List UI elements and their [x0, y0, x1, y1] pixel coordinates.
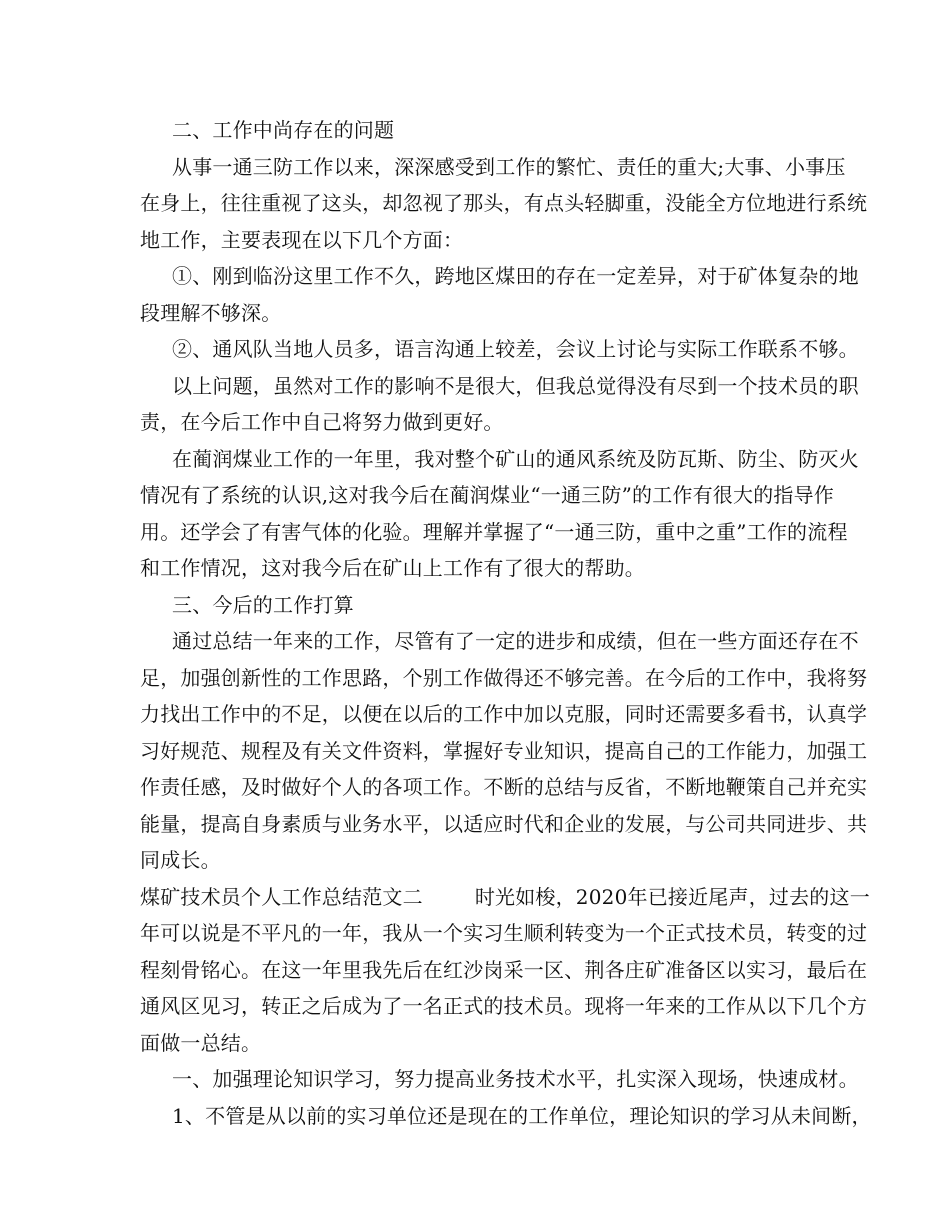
paragraph-line: 在身上，往往重视了这头，却忽视了那头，有点头轻脚重，没能全方位地进行系统: [140, 191, 868, 215]
paragraph-line: 作责任感，及时做好个人的各项工作。不断的总结与反省，不断地鞭策自己并充实: [140, 775, 868, 799]
paragraph-line: 和工作情况，这对我今后在矿山上工作有了很大的帮助。: [140, 556, 645, 580]
paragraph-line: 通过总结一年来的工作，尽管有了一定的进步和成绩，但在一些方面还存在不: [172, 629, 859, 653]
paragraph-line: 足，加强创新性的工作思路，个别工作做得还不够完善。在今后的工作中，我将努: [140, 665, 868, 690]
paragraph-line: 力找出工作中的不足，以便在以后的工作中加以克服，同时还需要多看书，认真学: [140, 702, 868, 726]
article-title: 煤矿技术员个人工作总结范文二: [140, 884, 423, 909]
paragraph-line: 以上问题，虽然对工作的影响不是很大，但我总觉得没有尽到一个技术员的职: [172, 373, 859, 398]
paragraph-line: 习好规范、规程及有关文件资料，掌握好专业知识，提高自己的工作能力，加强工: [140, 738, 868, 763]
list-item-line: ①、刚到临汾这里工作不久，跨地区煤田的存在一定差异，对于矿体复杂的地: [172, 264, 859, 288]
paragraph-line: 情况有了系统的认识,这对我今后在蔺润煤业“一通三防”的工作有很大的指导作: [140, 483, 835, 507]
section-heading-problems: 二、工作中尚存在的问题: [172, 118, 395, 142]
paragraph-line: 用。还学会了有害气体的化验。理解并掌握了“一通三防，重中之重”工作的流程: [140, 519, 848, 544]
list-item-line: 段理解不够深。: [140, 300, 282, 325]
paragraph-line: 从事一通三防工作以来，深深感受到工作的繁忙、责任的重大;大事、小事压: [172, 154, 846, 179]
list-item-line: ②、通风队当地人员多，语言沟通上较差，会议上讨论与实际工作联系不够。: [172, 337, 859, 361]
paragraph-line: 1、不管是从以前的实习单位还是现在的工作单位，理论知识的学习从未间断，: [172, 1103, 872, 1128]
paragraph-line: 在蔺润煤业工作的一年里，我对整个矿山的通风系统及防瓦斯、防尘、防灭火: [172, 446, 859, 471]
article-title-line: [140, 879, 870, 916]
section-heading-plans: 三、今后的工作打算: [172, 592, 354, 617]
paragraph-line: 通风区见习，转正之后成为了一名正式的技术员。现将一年来的工作从以下几个方: [140, 994, 868, 1018]
document-page: [140, 112, 872, 1134]
paragraph-line: 能量，提高自身素质与业务水平，以适应时代和企业的发展，与公司共同进步、共: [140, 811, 868, 836]
paragraph-line: 地工作，主要表现在以下几个方面：: [140, 227, 464, 252]
paragraph-line: 责，在今后工作中自己将努力做到更好。: [140, 410, 504, 434]
paragraph-line: 年可以说是不平凡的一年，我从一个实习生顺利转变为一个正式技术员，转变的过: [140, 921, 868, 945]
paragraph-line: 时光如梭，2020年已接近尾声，过去的这一: [474, 884, 870, 909]
paragraph-line: 程刻骨铭心。在这一年里我先后在红沙岗采一区、荆各庄矿准备区以实习，最后在: [140, 957, 868, 982]
paragraph-line: 面做一总结。: [140, 1030, 262, 1055]
paragraph-line: 同成长。: [140, 848, 221, 872]
section-heading-theory: 一、加强理论知识学习，努力提高业务技术水平，扎实深入现场，快速成材。: [172, 1067, 859, 1091]
